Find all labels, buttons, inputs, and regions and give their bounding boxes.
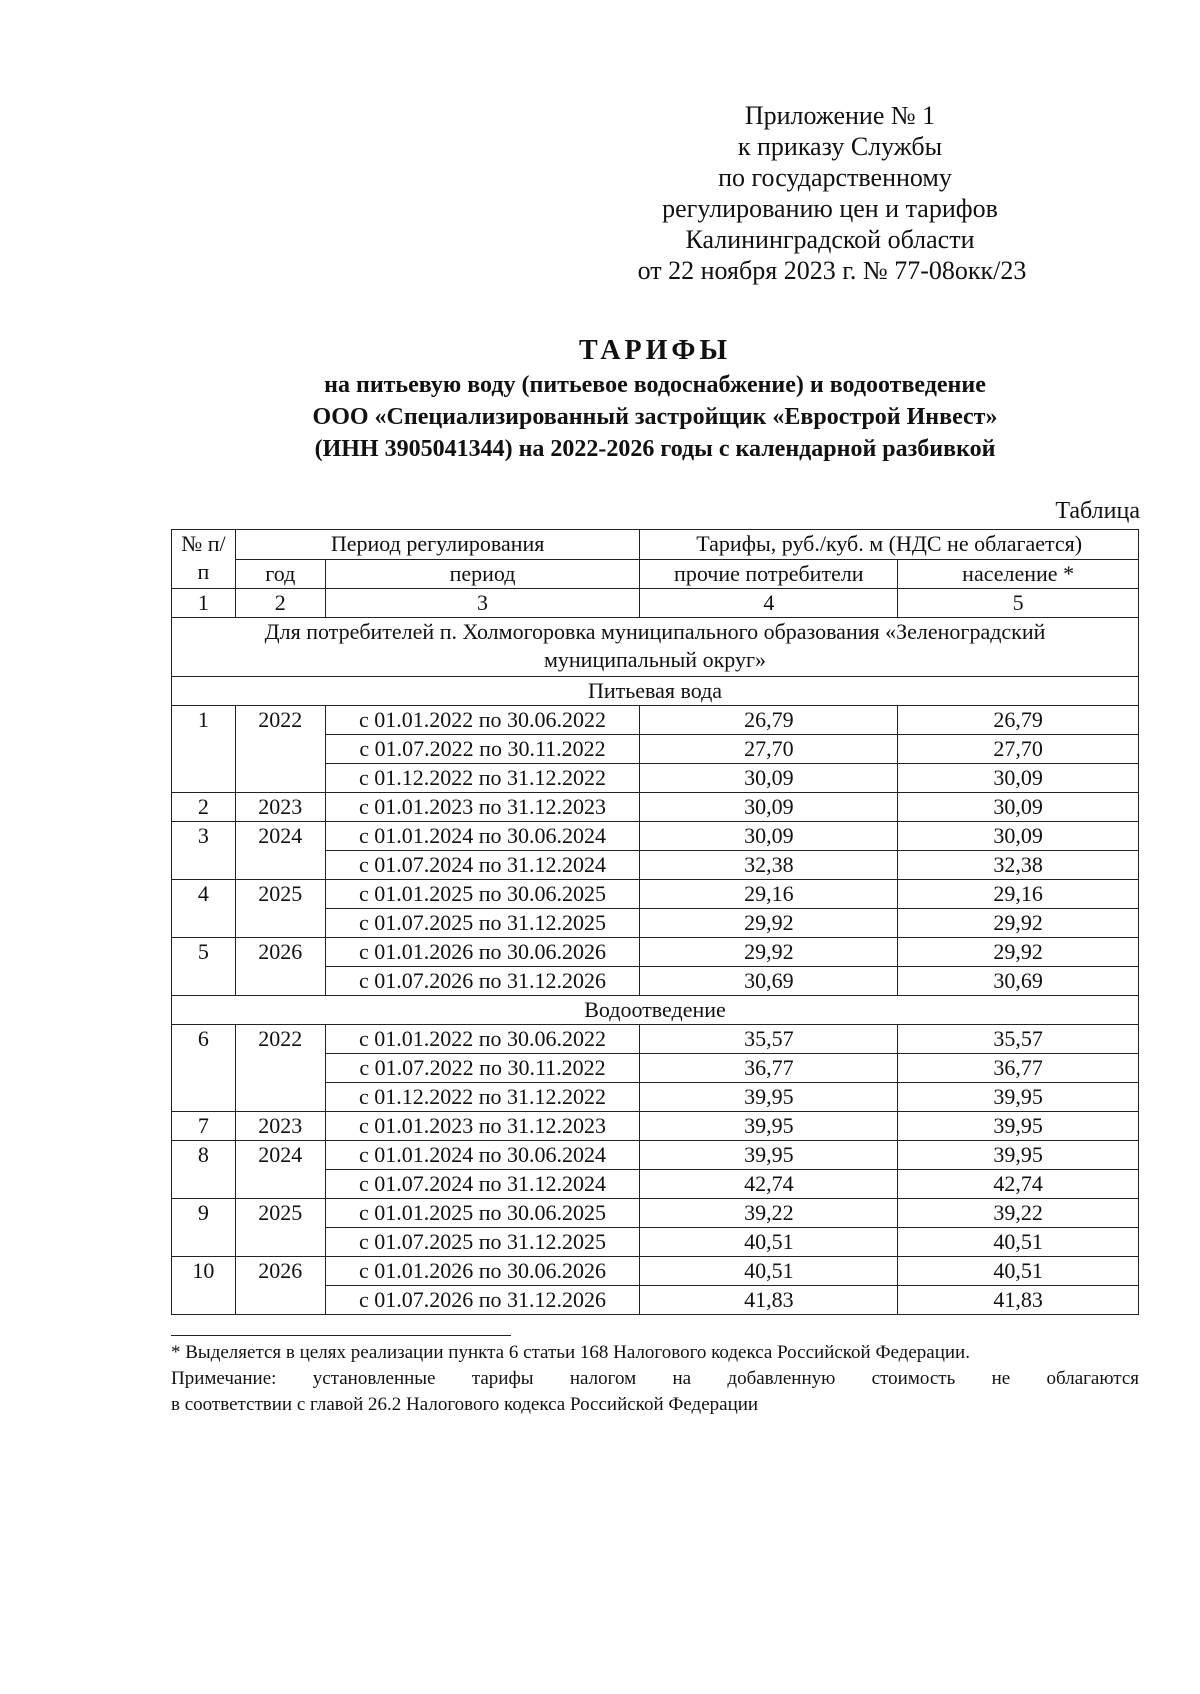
- row-period: с 01.01.2022 по 30.06.2022: [325, 706, 640, 735]
- tariff-population: 40,51: [898, 1257, 1139, 1286]
- table-row: [172, 822, 1139, 851]
- column-number: 5: [898, 589, 1139, 618]
- table-row: [172, 1141, 1139, 1170]
- table-row: [172, 706, 1139, 735]
- title-line: на питьевую воду (питьевое водоснабжение) и водоотведение: [324, 372, 986, 398]
- attachment-line: к приказу Службы: [737, 132, 943, 161]
- tariff-others: 42,74: [640, 1170, 898, 1199]
- tariff-population: 39,22: [898, 1199, 1139, 1228]
- header-num: № п/п: [172, 530, 236, 589]
- header-population: население *: [898, 559, 1139, 589]
- tariff-population: 42,74: [898, 1170, 1139, 1199]
- footnote-note-line: Примечание: установленные тарифы налогом на добавленную стоимость не облагаются: [171, 1368, 1139, 1389]
- attachment-line: по государственному: [718, 163, 952, 192]
- section-row: [172, 677, 1139, 706]
- row-year: 2024: [235, 1141, 325, 1199]
- tariff-others: 40,51: [640, 1257, 898, 1286]
- table-row: [172, 1199, 1139, 1228]
- row-number: 4: [172, 880, 236, 938]
- tariff-population: 29,92: [898, 938, 1139, 967]
- row-number: 8: [172, 1141, 236, 1199]
- tariff-others: 27,70: [640, 735, 898, 764]
- row-period: с 01.07.2024 по 31.12.2024: [325, 851, 640, 880]
- title-line: (ИНН 3905041344) на 2022-2026 годы с календарной разбивкой: [314, 436, 996, 462]
- row-period: с 01.07.2026 по 31.12.2026: [325, 967, 640, 996]
- row-year: 2023: [235, 1112, 325, 1141]
- tariff-others: 40,51: [640, 1228, 898, 1257]
- row-period: с 01.12.2022 по 31.12.2022: [325, 764, 640, 793]
- region-label: Для потребителей п. Холмогоровка муниципального образования «Зеленоградский муниципальный округ»: [172, 618, 1139, 677]
- section-label: Питьевая вода: [172, 677, 1139, 706]
- row-number: 6: [172, 1025, 236, 1112]
- row-period: с 01.07.2025 по 31.12.2025: [325, 1228, 640, 1257]
- footnote-asterisk: * Выделяется в целях реализации пункта 6 статьи 168 Налогового кодекса Российской Федерации.: [171, 1342, 970, 1363]
- table-row: [172, 938, 1139, 967]
- row-number: 10: [172, 1257, 236, 1315]
- tariff-population: 35,57: [898, 1025, 1139, 1054]
- header-tariff-group: Тарифы, руб./куб. м (НДС не облагается): [640, 530, 1139, 560]
- row-year: 2023: [235, 793, 325, 822]
- table-row: [172, 1257, 1139, 1286]
- attachment-line: от 22 ноября 2023 г. № 77-08окк/23: [637, 256, 1027, 285]
- row-year: 2026: [235, 1257, 325, 1315]
- document-title: [170, 333, 1140, 465]
- tariff-others: 30,09: [640, 793, 898, 822]
- tariff-population: 32,38: [898, 851, 1139, 880]
- tariff-others: 39,95: [640, 1083, 898, 1112]
- tariff-others: 26,79: [640, 706, 898, 735]
- attachment-line: регулированию цен и тарифов: [662, 194, 998, 223]
- header-others: прочие потребители: [640, 559, 898, 589]
- row-period: с 01.07.2026 по 31.12.2026: [325, 1286, 640, 1315]
- attachment-block: [600, 100, 1060, 286]
- tariff-others: 39,22: [640, 1199, 898, 1228]
- tariff-others: 39,95: [640, 1141, 898, 1170]
- title-line: ООО «Специализированный застройщик «Еврострой Инвест»: [312, 404, 998, 430]
- column-number: 1: [172, 589, 236, 618]
- row-number: 5: [172, 938, 236, 996]
- tariff-population: 29,16: [898, 880, 1139, 909]
- tariff-others: 30,09: [640, 764, 898, 793]
- column-number: 4: [640, 589, 898, 618]
- region-row: [172, 618, 1139, 677]
- footnote-divider: [171, 1335, 511, 1336]
- tariff-others: 30,69: [640, 967, 898, 996]
- header-period: период: [325, 559, 640, 589]
- row-period: с 01.07.2024 по 31.12.2024: [325, 1170, 640, 1199]
- table-row: [172, 1025, 1139, 1054]
- row-period: с 01.12.2022 по 31.12.2022: [325, 1083, 640, 1112]
- table-caption: Таблица: [1055, 498, 1140, 524]
- row-period: с 01.07.2022 по 30.11.2022: [325, 1054, 640, 1083]
- header-row: [172, 559, 1139, 589]
- tariff-population: 30,09: [898, 764, 1139, 793]
- tariff-others: 29,92: [640, 909, 898, 938]
- tariff-others: 36,77: [640, 1054, 898, 1083]
- table-row: [172, 880, 1139, 909]
- tariff-others: 29,92: [640, 938, 898, 967]
- row-number: 9: [172, 1199, 236, 1257]
- tariff-population: 39,95: [898, 1141, 1139, 1170]
- tariff-population: 27,70: [898, 735, 1139, 764]
- tariff-population: 40,51: [898, 1228, 1139, 1257]
- row-year: 2025: [235, 1199, 325, 1257]
- row-period: с 01.01.2024 по 30.06.2024: [325, 1141, 640, 1170]
- row-year: 2026: [235, 938, 325, 996]
- row-number: 1: [172, 706, 236, 793]
- row-period: с 01.07.2025 по 31.12.2025: [325, 909, 640, 938]
- row-period: с 01.01.2025 по 30.06.2025: [325, 880, 640, 909]
- row-period: с 01.01.2026 по 30.06.2026: [325, 1257, 640, 1286]
- row-year: 2024: [235, 822, 325, 880]
- tariff-others: 30,09: [640, 822, 898, 851]
- tariff-population: 36,77: [898, 1054, 1139, 1083]
- footnotes: [171, 1340, 1139, 1418]
- column-number: 3: [325, 589, 640, 618]
- row-period: с 01.01.2022 по 30.06.2022: [325, 1025, 640, 1054]
- footnote-note-line: в соответствии с главой 26.2 Налогового кодекса Российской Федерации: [171, 1394, 759, 1415]
- tariff-others: 39,95: [640, 1112, 898, 1141]
- tariff-population: 30,69: [898, 967, 1139, 996]
- tariff-population: 30,09: [898, 822, 1139, 851]
- row-period: с 01.07.2022 по 30.11.2022: [325, 735, 640, 764]
- row-year: 2022: [235, 706, 325, 793]
- row-number: 3: [172, 822, 236, 880]
- column-number: 2: [235, 589, 325, 618]
- row-year: 2022: [235, 1025, 325, 1112]
- header-period-group: Период регулирования: [235, 530, 640, 560]
- header-year: год: [235, 559, 325, 589]
- tariff-population: 39,95: [898, 1112, 1139, 1141]
- row-period: с 01.01.2023 по 31.12.2023: [325, 793, 640, 822]
- tariffs-table: [171, 529, 1139, 1315]
- header-row: [172, 530, 1139, 560]
- tariff-population: 41,83: [898, 1286, 1139, 1315]
- tariff-population: 29,92: [898, 909, 1139, 938]
- row-period: с 01.01.2023 по 31.12.2023: [325, 1112, 640, 1141]
- row-number: 7: [172, 1112, 236, 1141]
- row-number: 2: [172, 793, 236, 822]
- row-year: 2025: [235, 880, 325, 938]
- attachment-line: Приложение № 1: [744, 101, 936, 130]
- row-period: с 01.01.2025 по 30.06.2025: [325, 1199, 640, 1228]
- tariff-others: 41,83: [640, 1286, 898, 1315]
- table-row: [172, 1112, 1139, 1141]
- section-label: Водоотведение: [172, 996, 1139, 1025]
- column-numbers-row: [172, 589, 1139, 618]
- table-row: [172, 793, 1139, 822]
- row-period: с 01.01.2024 по 30.06.2024: [325, 822, 640, 851]
- tariff-population: 39,95: [898, 1083, 1139, 1112]
- row-period: с 01.01.2026 по 30.06.2026: [325, 938, 640, 967]
- tariff-others: 29,16: [640, 880, 898, 909]
- tariff-population: 26,79: [898, 706, 1139, 735]
- tariff-others: 32,38: [640, 851, 898, 880]
- title-heading: ТАРИФЫ: [579, 335, 731, 366]
- section-row: [172, 996, 1139, 1025]
- attachment-line: Калининградской области: [685, 225, 975, 254]
- tariff-others: 35,57: [640, 1025, 898, 1054]
- tariff-population: 30,09: [898, 793, 1139, 822]
